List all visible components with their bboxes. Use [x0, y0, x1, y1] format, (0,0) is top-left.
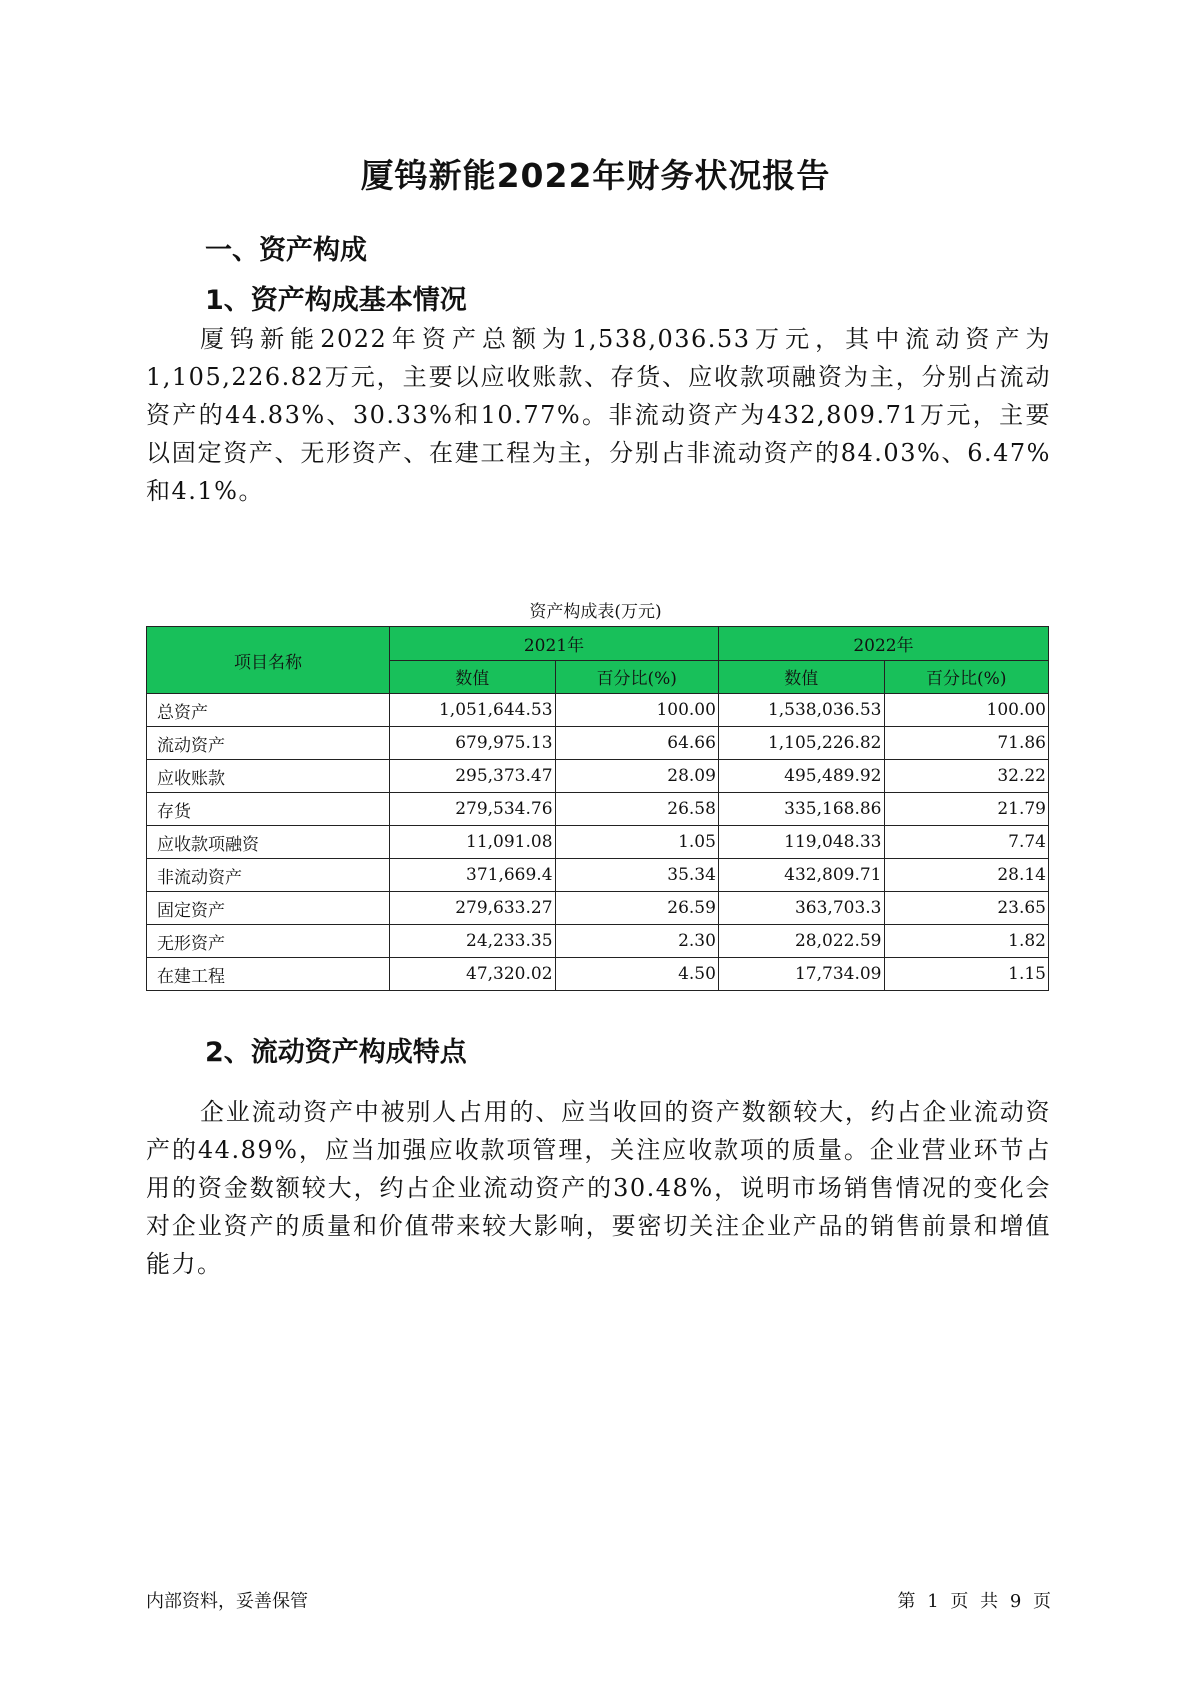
table-row	[147, 958, 1049, 991]
value-2022: 495,489.92	[718, 760, 884, 793]
row-name: 固定资产	[147, 892, 390, 925]
value-2022: 119,048.33	[718, 826, 884, 859]
value-2021: 11,091.08	[389, 826, 555, 859]
row-name: 无形资产	[147, 925, 390, 958]
pct-2022: 28.14	[884, 859, 1049, 892]
value-2021: 279,633.27	[389, 892, 555, 925]
value-2021: 47,320.02	[389, 958, 555, 991]
value-2021: 679,975.13	[389, 727, 555, 760]
row-name: 流动资产	[147, 727, 390, 760]
pct-2022: 23.65	[884, 892, 1049, 925]
pct-2022: 71.86	[884, 727, 1049, 760]
table-row	[147, 826, 1049, 859]
value-2022: 335,168.86	[718, 793, 884, 826]
header-pct-2021: 百分比(%)	[555, 660, 718, 694]
pct-2021: 1.05	[555, 826, 718, 859]
value-2022: 17,734.09	[718, 958, 884, 991]
table-row	[147, 892, 1049, 925]
header-value-2022: 数值	[718, 660, 884, 694]
paragraph-text: 企业流动资产中被别人占用的、应当收回的资产数额较大，约占企业流动资产的44.89%，应当加强应收款项管理，关注应收款项的质量。企业营业环节占用的资金数额较大，约占企业流动资产的30.48%，说明市场销售情况的变化会对企业资产的质量和价值带来较大影响，要密切关注企业产品的销售前景和增值能力。	[146, 1098, 1051, 1278]
asset-composition-table	[146, 626, 1049, 991]
footer-confidential-note: 内部资料，妥善保管	[146, 1591, 308, 1612]
section-heading: 一、资产构成	[205, 235, 367, 266]
header-item-name: 项目名称	[147, 627, 390, 694]
row-name: 存货	[147, 793, 390, 826]
row-name: 应收账款	[147, 760, 390, 793]
pct-2022: 7.74	[884, 826, 1049, 859]
pct-2021: 2.30	[555, 925, 718, 958]
pct-2022: 100.00	[884, 694, 1049, 727]
table-row	[147, 859, 1049, 892]
value-2021: 371,669.4	[389, 859, 555, 892]
row-name: 总资产	[147, 694, 390, 727]
row-name: 应收款项融资	[147, 826, 390, 859]
pct-2021: 35.34	[555, 859, 718, 892]
page-title: 厦钨新能2022年财务状况报告	[360, 156, 831, 195]
pct-2021: 28.09	[555, 760, 718, 793]
pct-2021: 26.59	[555, 892, 718, 925]
value-2022: 1,105,226.82	[718, 727, 884, 760]
subsection-heading-1: 1、资产构成基本情况	[205, 285, 467, 316]
table-row	[147, 694, 1049, 727]
pct-2021: 100.00	[555, 694, 718, 727]
pct-2022: 1.15	[884, 958, 1049, 991]
pct-2022: 32.22	[884, 760, 1049, 793]
header-value-2021: 数值	[389, 660, 555, 694]
table-caption: 资产构成表(万元)	[529, 602, 662, 622]
header-year-2021: 2021年	[389, 627, 718, 661]
value-2022: 1,538,036.53	[718, 694, 884, 727]
table-row	[147, 793, 1049, 826]
value-2021: 295,373.47	[389, 760, 555, 793]
paragraph-asset-overview	[146, 320, 1051, 510]
table-row	[147, 760, 1049, 793]
row-name: 非流动资产	[147, 859, 390, 892]
subsection-heading-2: 2、流动资产构成特点	[205, 1037, 467, 1068]
pct-2021: 64.66	[555, 727, 718, 760]
pct-2022: 1.82	[884, 925, 1049, 958]
pct-2022: 21.79	[884, 793, 1049, 826]
value-2022: 432,809.71	[718, 859, 884, 892]
pct-2021: 4.50	[555, 958, 718, 991]
value-2022: 28,022.59	[718, 925, 884, 958]
value-2022: 363,703.3	[718, 892, 884, 925]
value-2021: 279,534.76	[389, 793, 555, 826]
pct-2021: 26.58	[555, 793, 718, 826]
paragraph-current-assets	[146, 1093, 1051, 1283]
header-pct-2022: 百分比(%)	[884, 660, 1049, 694]
footer-page-number: 第 1 页 共 9 页	[897, 1591, 1051, 1612]
value-2021: 1,051,644.53	[389, 694, 555, 727]
table-row	[147, 727, 1049, 760]
table-row	[147, 925, 1049, 958]
row-name: 在建工程	[147, 958, 390, 991]
paragraph-text: 厦钨新能2022年资产总额为1,538,036.53万元，其中流动资产为1,105,226.82万元，主要以应收账款、存货、应收款项融资为主，分别占流动资产的44.83%、30.33%和10.77%。非流动资产为432,809.71万元，主要以固定资产、无形资产、在建工程为主，分别占非流动资产的84.03%、6.47%和4.1%。	[146, 325, 1051, 505]
value-2021: 24,233.35	[389, 925, 555, 958]
header-year-2022: 2022年	[718, 627, 1048, 661]
